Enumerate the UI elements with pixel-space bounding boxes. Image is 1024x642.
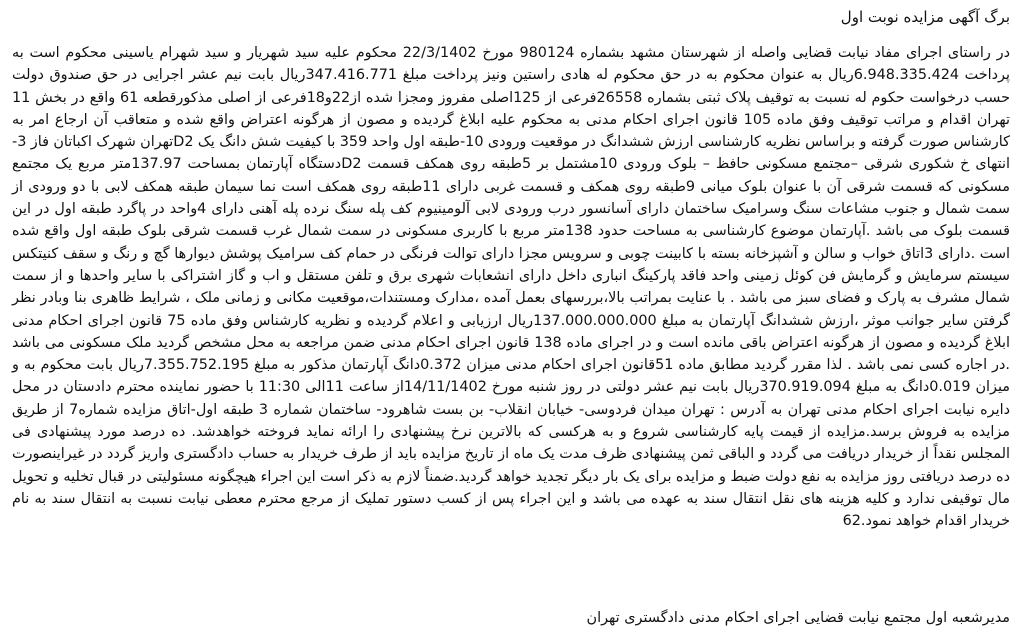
notice-title: برگ آگهی مزایده نوبت اول bbox=[840, 8, 1010, 26]
notice-body: در راستای اجرای مفاد نیابت قضایی واصله از شهرستان مشهد بشماره 980124 مورخ 22/3/1402 محکوم علیه سید شهریار و سید شهرام یاسینی محکوم است به پرداخت 6.948.335.424ریال به عنوان محکوم به در حق محکوم له هادی راستین ونیز پرداخت مبلغ 347.416.771ریال بابت نیم عشر اجرایی در حق صندوق دولت حسب درخواست حکوم له نسبت به توقیف پلاک ثبتی بشماره 26558فرعی از 125اصلی مفروز ومجزا شده از22و18فرعی از اصلی مذکورقطعه 61 واقع در بخش 11 تهران اقدام و مراتب توقیف وفق ماده 105 قانون اجرای احکام مدنی به محکوم علیه ابلاغ گردیده و مصون از هرگونه اعتراض واقع شده و متعاقب آن ارجاع امر به کارشناس صورت گرفته و براساس نظریه کارشناسی ارزش ششدانگ در موقعیت ورودی 10-طبقه اول واحد 359 با کیفیت شش دانگ یک D2تهران شهرک اکباتان فاز 3-انتهای خ شکوری شرقی –مجتمع مسکونی حافظ – بلوک ورودی 10مشتمل بر 5طبقه روی همکف قسمت D2دستگاه آپارتمان بمساحت 137.97متر مربع یک مجتمع مسکونی که قسمت شرقی آن با عنوان بلوک میانی 9طبقه روی همکف و قسمت غربی دارای 11طبقه روی همکف است نما سیمان طبقه همکف لابی با دو ورودی از سمت شمال و جنوب مشاعات سنگ وسرامیک ساختمان دارای آسانسور درب ورودی لابی آلومینیوم کف پله سنگ نرده پله آهنی دارای 4واحد در پاگرد طبقه اول در این قسمت بلوک می باشد .آپارتمان موضوع کارشناسی به مساحت حدود 138متر مربع با کاربری مسکونی در سمت شمال غرب قسمت شرقی بلوک طبقه اول واقع شده است .دارای 3اتاق خواب و سالن و آشپزخانه بسته با کابینت چوبی و سرویس مجزا دارای توالت فرنگی در حمام کف سرامیک پوشش دیوارها گچ و رنگ و سقف کنیتکس سیستم سرمایش و گرمایش فن کوئل زمینی واحد فاقد پارکینگ انباری داخل دارای انشعابات شهری برق و تلفن مستقل و اب و گاز اشتراکی با سایر واحدها و از سمت شمال مشرف به پارک و فضای سبز می باشد . با عنایت بمراتب بالا،بررسهای بعمل آمده ،مدارک ومستندات،موقعیت مکانی و زمانی ملک ، شرایط ظاهری بنا وبادر نظر گرفتن سایر جوانب موثر ،ارزش ششدانگ آپارتمان به مبلغ 137.000.000.000ریال ارزیابی و اعلام گردیده و نظریه کارشناس وفق ماده 75 قانون اجرای احکام مدنی ابلاغ گردیده و مصون از هرگونه اعتراض باقی مانده است و در اجرای ماده 138 قانون اجرای احکام مدنی ضمن مراجعه به محل مشخص گردید ملک مسکونی می باشد .در اجاره کسی نمی باشد . لذا مقرر گردید مطابق ماده 51قانون اجرای احکام مدنی میزان 0.372دانگ آپارتمان مذکور به مبلغ 7.355.752.195ریال بابت محکوم به و میزان 0.019دانگ به مبلغ 370.919.094ریال بابت نیم عشر دولتی در روز شنبه مورخ 14/11/1402از ساعت 11الی 11:30 با حضور نماینده محترم دادستان در محل دایره نیابت اجرای احکام مدنی تهران به آدرس : تهران میدان فردوسی- خیابان انقلاب- بن بست شاهرود- ساختمان شماره 3 طبقه اول-اتاق مزایده شماره7 از طریق مزایده به فروش برسد.مزایده از قیمت پایه کارشناسی شروع و به هرکسی که بالاترین نرخ پیشنهادی را ارائه نماید فروخته خواهدشد. ده درصد مورد پیشنهادی فی المجلس نقداً از خریدار دریافت می گردد و الباقی ثمن پیشنهادی ظرف مدت یک ماه از تاریخ مزایده باید از طرف خریدار به حساب دادگستری واریز گردد در غیراینصورت ده درصد دریافتی روز مزایده به نفع دولت ضبط و مزایده برای یک بار دیگر تجدید خواهد گردید.ضمناً لازم به ذکر است این اجراء هیچگونه مسئولیتی در قبال تخلیه و تحویل مال توقیفی ندارد و کلیه هزینه های نقل انتقال سند به عهده می باشد و این اجراء پس از کسب دستور تملیک از مرجع محترم معطی نیابت نسبت به انتقال سند به نام خریدار اقدام خواهد نمود.62 bbox=[12, 45, 1011, 530]
notice-signature: مدیرشعبه اول مجتمع نیابت قضایی اجرای احکام مدنی دادگستری تهران bbox=[586, 610, 1010, 626]
